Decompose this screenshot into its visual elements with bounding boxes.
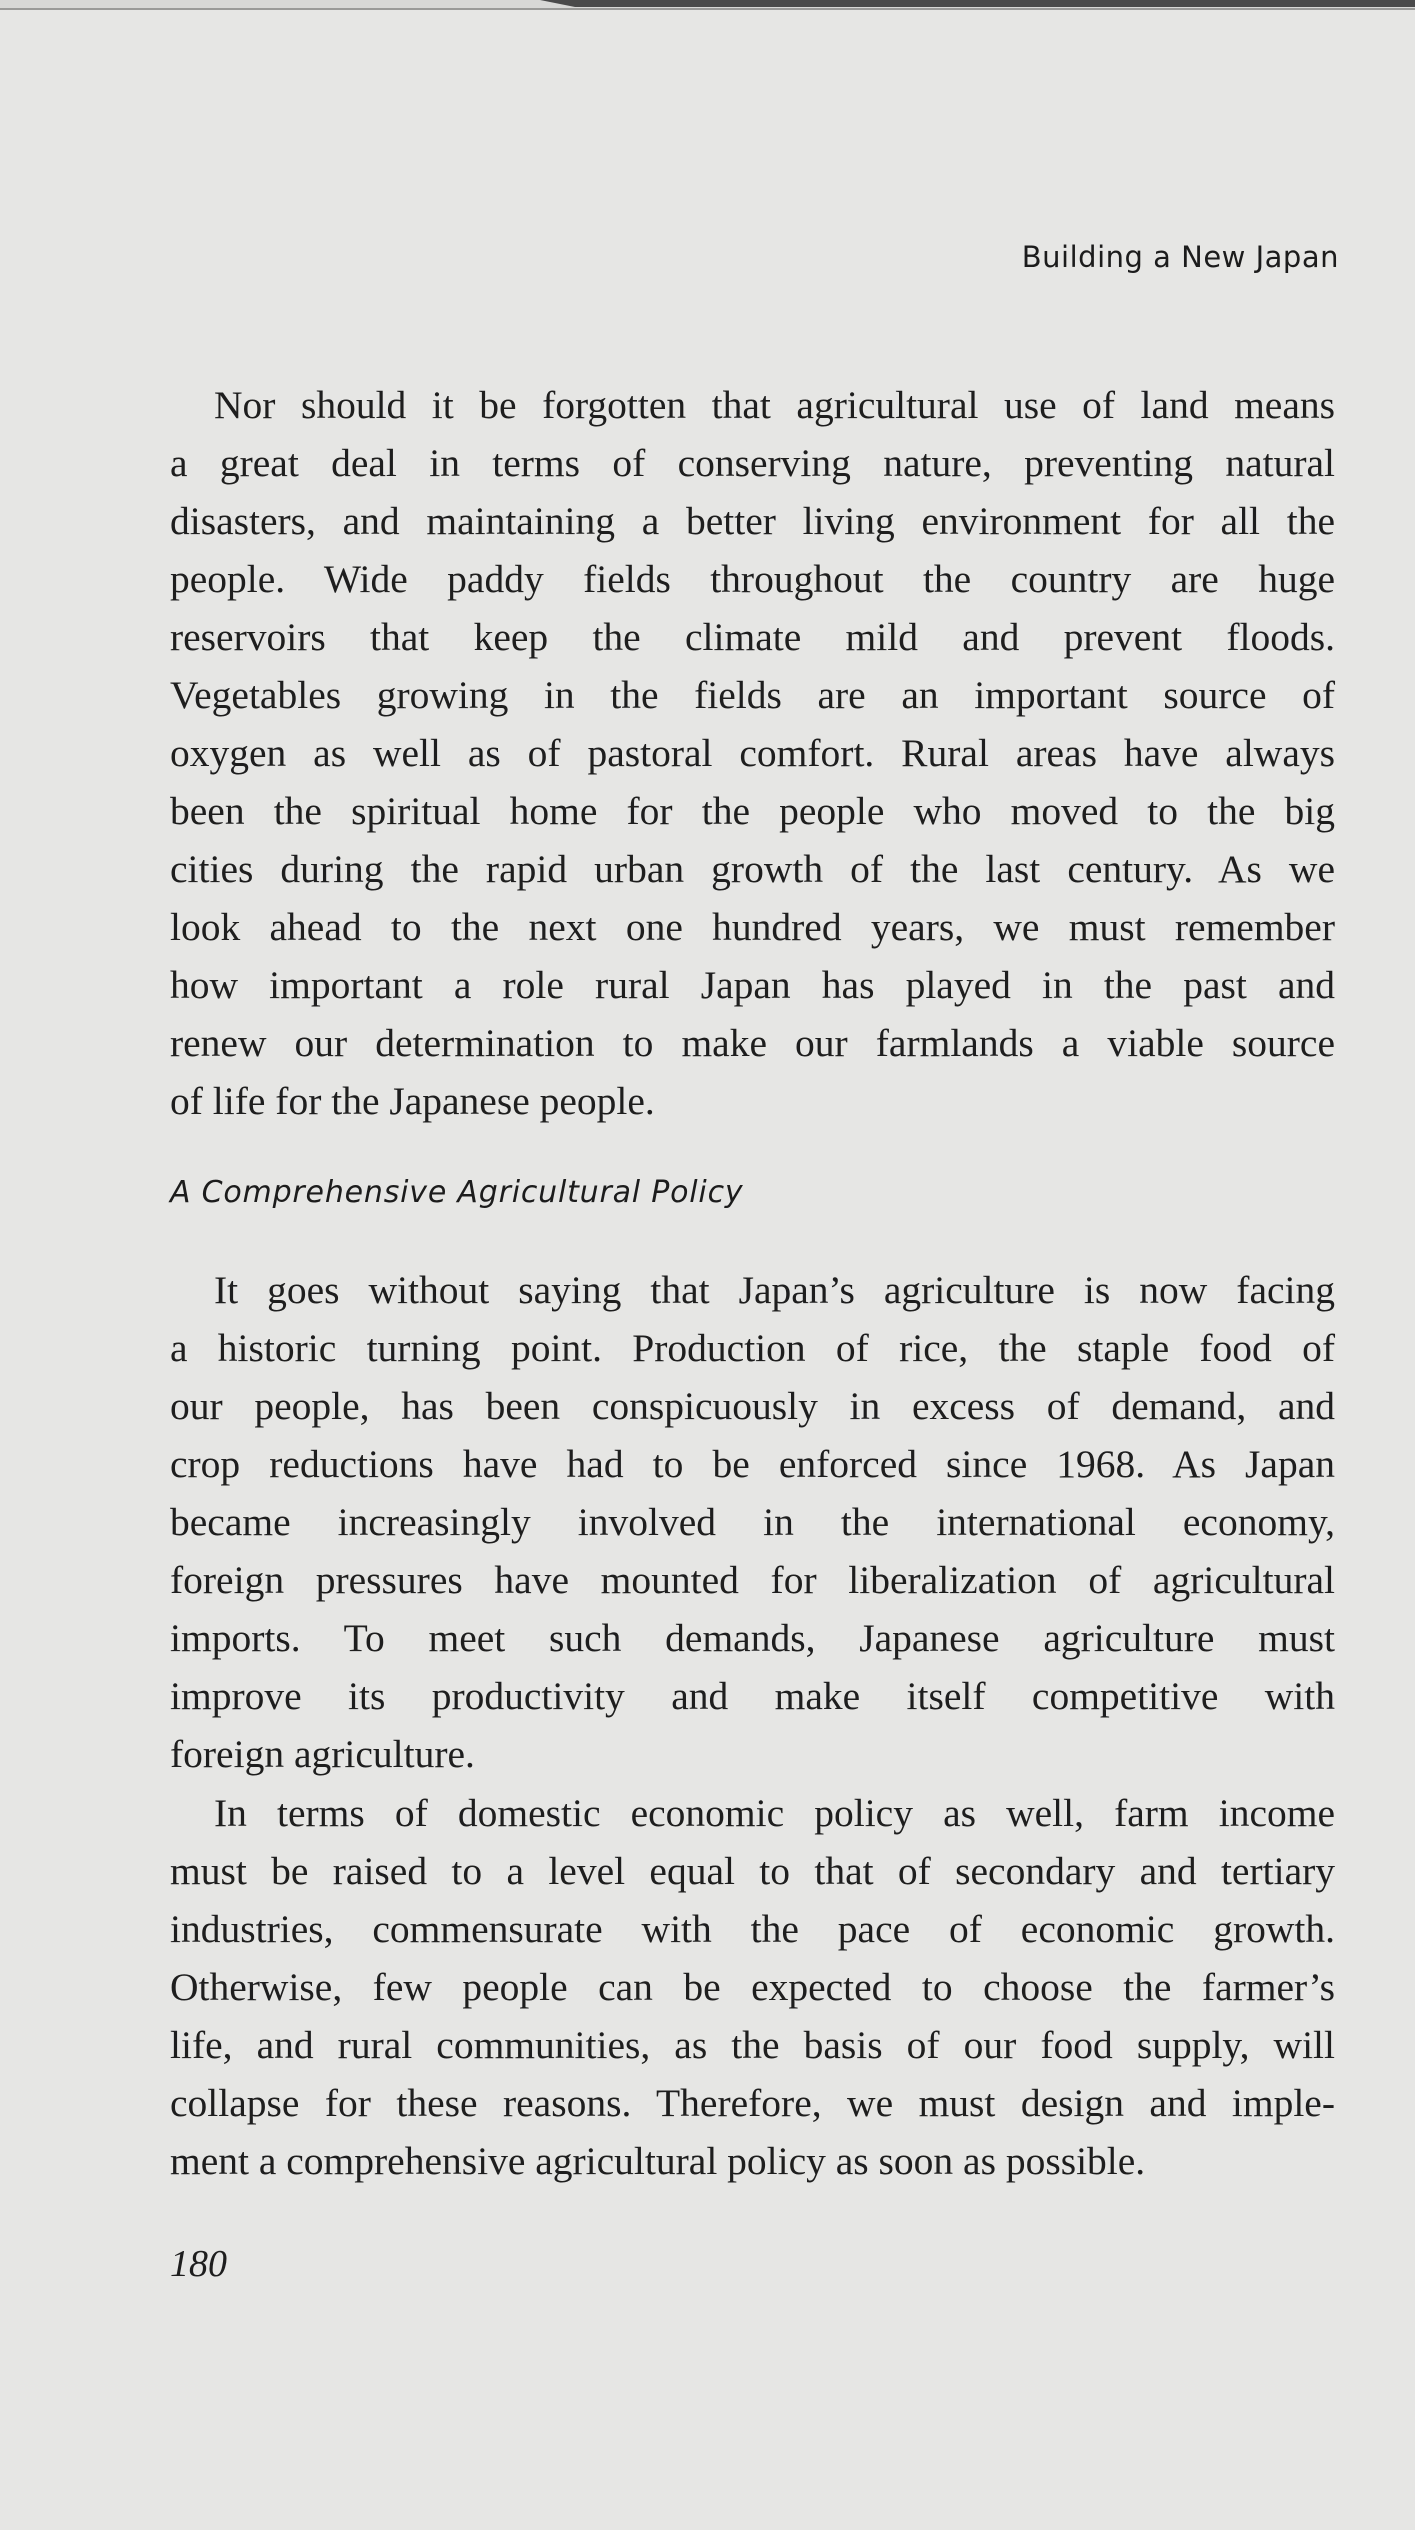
text-line: ment a comprehensive agricultural policy as soon as possible.	[170, 2139, 1146, 2183]
running-head: Building a New Japan	[1021, 240, 1339, 274]
text-line: crop reductions have had to be enforced since 1968. As Japan	[170, 1442, 1335, 1486]
text-line: reservoirs that keep the climate mild and prevent floods.	[170, 615, 1335, 659]
text-line: look ahead to the next one hundred years, we must remember	[170, 905, 1335, 949]
text-line: a historic turning point. Production of rice, the staple food of	[170, 1326, 1335, 1370]
text-line: Otherwise, few people can be expected to choose the farmer’s	[170, 1965, 1335, 2009]
scan-dark-margin	[540, 0, 1415, 7]
text-line: of life for the Japanese people.	[170, 1079, 655, 1123]
text-line: life, and rural communities, as the basis of our food supply, will	[170, 2023, 1335, 2067]
text-line: how important a role rural Japan has played in the past and	[170, 963, 1335, 1007]
page-number: 180	[170, 2243, 227, 2285]
text-line: improve its productivity and make itself competitive with	[170, 1674, 1335, 1718]
text-line: a great deal in terms of conserving nature, preventing natural	[170, 441, 1335, 485]
text-line: cities during the rapid urban growth of the last century. As we	[170, 847, 1335, 891]
text-line: people. Wide paddy fields throughout the country are huge	[170, 557, 1335, 601]
text-line: collapse for these reasons. Therefore, we must design and imple-	[170, 2081, 1335, 2125]
text-line: In terms of domestic economic policy as well, farm income	[214, 1791, 1335, 1835]
text-line: industries, commensurate with the pace of economic growth.	[170, 1907, 1335, 1951]
text-line: foreign pressures have mounted for liberalization of agricultural	[170, 1558, 1335, 1602]
section-heading: A Comprehensive Agricultural Policy	[170, 1175, 744, 1210]
text-line: It goes without saying that Japan’s agriculture is now facing	[214, 1268, 1335, 1312]
text-line: renew our determination to make our farmlands a viable source	[170, 1021, 1335, 1065]
text-line: Nor should it be forgotten that agricultural use of land means	[214, 383, 1335, 427]
text-line: been the spiritual home for the people who moved to the big	[170, 789, 1335, 833]
text-line: foreign agriculture.	[170, 1732, 475, 1776]
text-line: must be raised to a level equal to that of secondary and tertiary	[170, 1849, 1335, 1893]
text-line: disasters, and maintaining a better living environment for all the	[170, 499, 1335, 543]
text-line: Vegetables growing in the fields are an important source of	[170, 673, 1335, 717]
text-line: oxygen as well as of pastoral comfort. Rural areas have always	[170, 731, 1335, 775]
text-line: imports. To meet such demands, Japanese agriculture must	[170, 1616, 1335, 1660]
text-line: became increasingly involved in the international economy,	[170, 1500, 1335, 1544]
text-line: our people, has been conspicuously in excess of demand, and	[170, 1384, 1335, 1428]
